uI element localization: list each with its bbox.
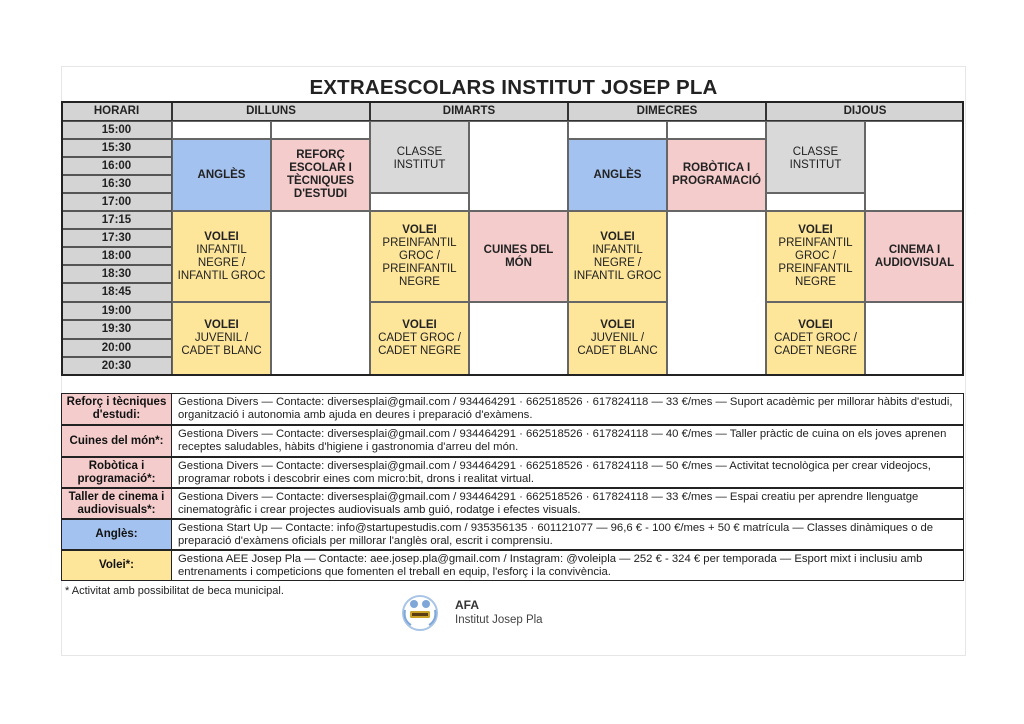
activity-label: Cuines del món*:: [62, 426, 172, 456]
logo-subtitle: Institut Josep Pla: [455, 614, 543, 626]
time-slot: 20:30: [61, 357, 172, 376]
block-dimecres-robotica: ROBÒTICA I PROGRAMACIÓ: [667, 139, 766, 211]
block-title: VOLEI: [402, 224, 437, 236]
block-body: CADET GROC / CADET NEGRE: [378, 332, 461, 357]
block-dijous-volei-1: [766, 211, 865, 302]
block-dimecres-angles: ANGLÈS: [568, 139, 667, 211]
activity-label: Volei*:: [62, 551, 172, 580]
block-dilluns-reforc: REFORÇ ESCOLAR I TÈCNIQUES D'ESTUDI: [271, 139, 370, 211]
block-dijous-cinema: CINEMA I AUDIOVISUAL: [865, 211, 964, 302]
activity-row: [61, 457, 964, 488]
header-dilluns: DILLUNS: [172, 101, 370, 121]
activity-label: Robòtica i programació*:: [62, 458, 172, 487]
empty-cell: [667, 121, 766, 139]
block-dimarts-cuines: CUINES DEL MÓN: [469, 211, 568, 302]
time-slot: 17:15: [61, 211, 172, 229]
time-slot: 15:30: [61, 139, 172, 157]
block-dimarts-volei-1: [370, 211, 469, 302]
time-slot: 19:30: [61, 320, 172, 339]
empty-cell: [865, 302, 964, 376]
schedule-table: [61, 101, 964, 376]
activity-label: Reforç i tècniques d'estudi:: [62, 394, 172, 424]
logo-title: AFA: [455, 598, 479, 612]
block-dilluns-volei-1: [172, 211, 271, 302]
empty-cell: [469, 121, 568, 211]
header-dijous: DIJOUS: [766, 101, 964, 121]
block-body: INFANTIL NEGRE / INFANTIL GROC: [573, 243, 662, 282]
header-dimecres: DIMECRES: [568, 101, 766, 121]
activity-description: Gestiona Divers — Contacte: diversesplai@gmail.com / 934464291 · 662518526 · 617824118 — 33 €/mes — Espai creatiu per aprendre llenguatge cinematogràfic i crear projectes audiovisuals amb guió, rodatge i efectes visuals.: [178, 491, 919, 517]
block-title: VOLEI: [600, 319, 635, 331]
block-title: VOLEI: [600, 230, 635, 243]
activity-description: Gestiona Divers — Contacte: diversesplai@gmail.com / 934464291 · 662518526 · 617824118 — 40 €/mes — Taller pràctic de cuina on els joves aprenen receptes saludables, hàbits d'higiene i gastronomia d'arreu del món.: [178, 428, 947, 454]
block-body: INFANTIL NEGRE / INFANTIL GROC: [177, 243, 266, 282]
afa-logo-icon: [397, 592, 443, 632]
block-dimecres-volei-1: [568, 211, 667, 302]
empty-cell: [766, 193, 865, 211]
time-slot: 15:00: [61, 121, 172, 139]
time-slot: 18:30: [61, 265, 172, 283]
block-dilluns-volei-2: [172, 302, 271, 376]
block-body: PREINFANTIL GROC / PREINFANTIL NEGRE: [382, 237, 457, 288]
header-dimarts: DIMARTS: [370, 101, 568, 121]
activity-label: Taller de cinema i audiovisuals*:: [62, 489, 172, 518]
block-dimarts-volei-2: [370, 302, 469, 376]
block-dimarts-classe: CLASSE INSTITUT: [370, 121, 469, 193]
activity-row: [61, 519, 964, 550]
header-horari: HORARI: [61, 101, 172, 121]
block-dilluns-angles: ANGLÈS: [172, 139, 271, 211]
block-title: VOLEI: [798, 319, 833, 331]
page-title: EXTRAESCOLARS INSTITUT JOSEP PLA: [309, 76, 718, 99]
block-title: VOLEI: [402, 319, 437, 331]
empty-cell: [667, 211, 766, 376]
block-body: JUVENIL / CADET BLANC: [181, 332, 262, 357]
empty-cell: [370, 193, 469, 211]
block-body: CADET GROC / CADET NEGRE: [774, 332, 857, 357]
activity-label: Anglès:: [62, 520, 172, 549]
block-dijous-volei-2: [766, 302, 865, 376]
empty-cell: [271, 121, 370, 139]
empty-cell: [865, 121, 964, 211]
time-slot: 18:00: [61, 247, 172, 265]
activity-description: Gestiona Start Up — Contacte: info@startupestudis.com / 935356135 · 601121077 — 96,6 € - 100 €/mes + 50 € matrícula — Classes dinàmiques o de preparació d'exàmens oficials per millorar l'anglès oral, escrit i comprensiu.: [178, 522, 934, 548]
activity-row: [61, 425, 964, 457]
empty-cell: [271, 211, 370, 376]
activity-row: [61, 488, 964, 519]
block-title: VOLEI: [798, 224, 833, 236]
block-dijous-classe: CLASSE INSTITUT: [766, 121, 865, 193]
block-body: PREINFANTIL GROC / PREINFANTIL NEGRE: [778, 237, 853, 288]
activity-row: [61, 393, 964, 425]
time-slot: 17:00: [61, 193, 172, 211]
activity-description: Gestiona AEE Josep Pla — Contacte: aee.josep.pla@gmail.com / Instagram: @voleipla — 252 € - 324 € per temporada — Esport mixt i inclusiu amb entrenaments i competicions que fomenten el treball en equip, l'esforç i la convivència.: [178, 553, 923, 579]
time-slot: 20:00: [61, 339, 172, 357]
time-slot: 19:00: [61, 302, 172, 320]
block-body: JUVENIL / CADET BLANC: [577, 332, 658, 357]
time-slot: 16:00: [61, 157, 172, 175]
block-title: VOLEI: [204, 319, 239, 331]
activity-row: [61, 550, 964, 581]
block-dimecres-volei-2: [568, 302, 667, 376]
time-slot: 17:30: [61, 229, 172, 247]
empty-cell: [172, 121, 271, 139]
time-slot: 16:30: [61, 175, 172, 193]
time-slot: 18:45: [61, 283, 172, 302]
footnote: * Activitat amb possibilitat de beca municipal.: [65, 585, 284, 597]
activity-description: Gestiona Divers — Contacte: diversesplai@gmail.com / 934464291 · 662518526 · 617824118 — 33 €/mes — Suport acadèmic per millorar hàbits d'estudi, organització i autonomia amb ajuda en deures i preparació d'exàmens.: [178, 396, 953, 422]
activity-description: Gestiona Divers — Contacte: diversesplai@gmail.com / 934464291 · 662518526 · 617824118 — 50 €/mes — Activitat tecnològica per crear videojocs, programar robots i descobrir eines com micro:bit, drons i realitat virtual.: [178, 460, 931, 486]
empty-cell: [568, 121, 667, 139]
block-title: VOLEI: [204, 230, 239, 243]
empty-cell: [469, 302, 568, 376]
